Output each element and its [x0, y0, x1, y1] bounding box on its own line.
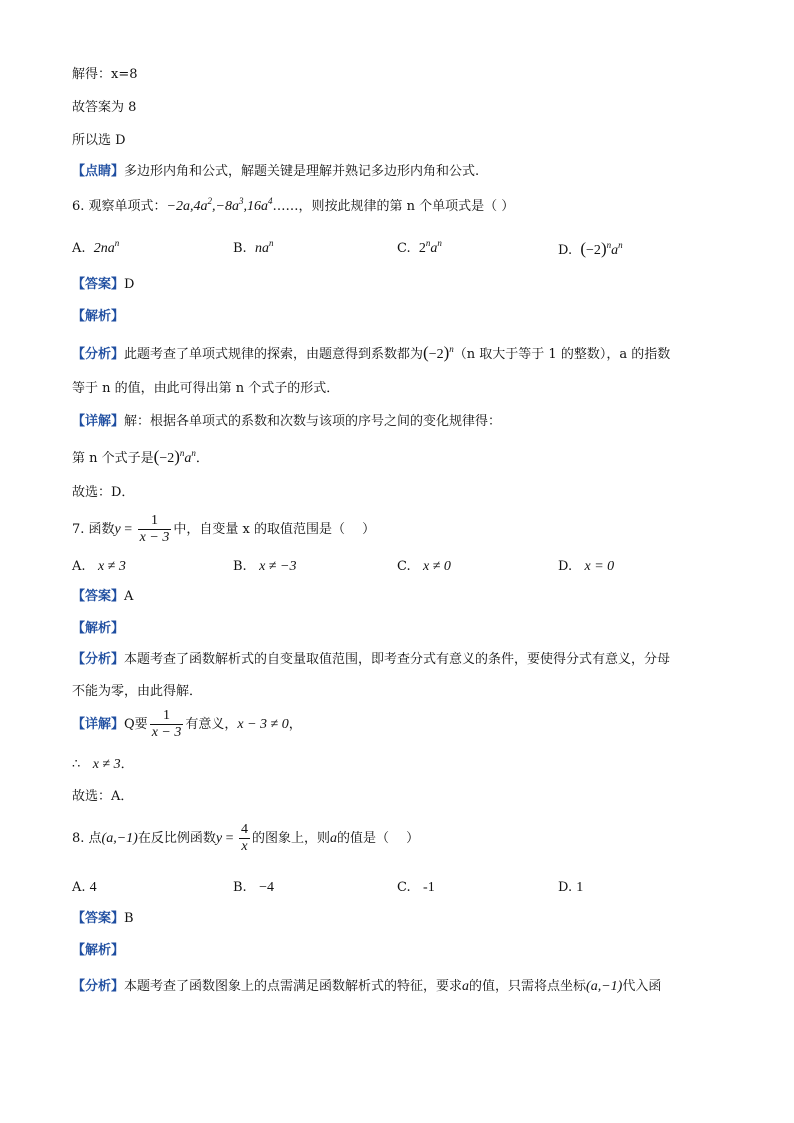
- nth-suffix: ．: [195, 451, 209, 466]
- fenxi-text: 此题考查了单项式规律的探索，由题意得到系数都为: [124, 347, 424, 362]
- fenxi-text: 本题考查了函数图象上的点需满足函数解析式的特征，要求: [124, 979, 463, 994]
- option-label: A.: [72, 241, 86, 256]
- answer-value: A: [124, 589, 134, 604]
- q6-series: $-2a,4a^2,-8a^3,16a^4$: [166, 196, 273, 214]
- comment-tag: 【点睛】: [72, 164, 125, 179]
- q7-fenxi-2: 不能为零，由此得解．: [72, 684, 203, 699]
- q8-fraction: [239, 822, 250, 855]
- q8-option-d: [558, 879, 583, 897]
- therefore-symbol: ∴: [72, 757, 81, 772]
- option-label: C.: [397, 241, 411, 256]
- prev-choose: 所以选 D: [72, 133, 126, 148]
- option-label: C.: [397, 559, 411, 574]
- prev-comment: [72, 163, 479, 181]
- q7-result: [72, 756, 134, 774]
- answer-tag: 【答案】: [72, 911, 125, 926]
- q6-option-d: D. $(-2)^na^n$: [558, 239, 623, 258]
- q8-prefix: 8. 点: [72, 831, 102, 846]
- result-end: ．: [120, 757, 134, 772]
- q6-stem: [72, 198, 514, 216]
- q8-mid2: 的图象上，则: [251, 831, 330, 846]
- option-label: D.: [558, 880, 573, 895]
- answer-value: D: [124, 277, 135, 292]
- fenxi-var: a: [462, 979, 470, 994]
- detail-cond: x − 3 ≠ 0: [237, 717, 289, 732]
- detail-end: ，: [288, 717, 302, 732]
- frac-num: 1: [151, 513, 158, 528]
- q7-option-b: [233, 558, 296, 576]
- q6-pick: 故选：D．: [72, 485, 135, 500]
- q6-nth: [72, 448, 209, 468]
- q6-detail: [72, 413, 501, 431]
- option-expr: −4: [259, 880, 274, 895]
- q6-option-a: A. $2na^n$: [72, 238, 120, 256]
- nth-expr: $(-2)^na^n$: [153, 447, 196, 466]
- option-expr: x = 0: [584, 559, 615, 574]
- detail-mid: 有意义，: [185, 717, 238, 732]
- q8-suffix: 的值是（ ）: [336, 831, 420, 846]
- fenxi-text-3: 代入函: [622, 979, 662, 994]
- detail-tag: 【详解】: [72, 717, 125, 732]
- q7-prefix: 7. 函数: [72, 522, 115, 537]
- option-label: B.: [233, 559, 247, 574]
- q8-stem: 8. 点(a,−1)在反比例函数y = $\frac{4}{x}$ 的图象上，则a的值是（ ）: [72, 822, 420, 854]
- q8-analysis-tag: [72, 942, 124, 960]
- option-expr: -1: [423, 880, 435, 895]
- q8-answer: [72, 910, 134, 928]
- detail-pre: Q要: [124, 717, 148, 732]
- option-label: A.: [72, 880, 86, 895]
- detail-tag: 【详解】: [72, 414, 125, 429]
- frac-den: x − 3: [139, 530, 170, 545]
- fenxi-tag: 【分析】: [72, 347, 125, 362]
- fenxi-text-2: （n 取大于等于 1 的整数），a 的指数: [453, 347, 671, 362]
- q7-detail: [72, 708, 302, 741]
- answer-tag: 【答案】: [72, 277, 125, 292]
- q8-option-b: [233, 879, 274, 897]
- fenxi-text-2: 的值，只需将点坐标: [469, 979, 587, 994]
- q7-fraction: [138, 513, 172, 546]
- option-label: B.: [233, 880, 247, 895]
- q7-option-a: [72, 558, 126, 576]
- q6-analysis-tag: [72, 308, 124, 326]
- option-expr: x ≠ −3: [259, 559, 297, 574]
- fenxi-point: (a,−1): [586, 979, 623, 994]
- frac-den: x: [239, 838, 250, 855]
- q6-fenxi-1: [72, 344, 670, 364]
- nth-prefix: 第 n 个式子是: [72, 451, 154, 466]
- q8-point: (a,−1): [101, 831, 138, 846]
- option-label: B.: [233, 241, 247, 256]
- q8-option-a: [72, 879, 97, 897]
- coef-expr: $(-2)^n$: [423, 343, 454, 362]
- option-label: A.: [72, 559, 86, 574]
- frac-num: 4: [240, 822, 248, 837]
- prev-solve: 解得：x=8: [72, 67, 138, 82]
- option-expr: x ≠ 0: [423, 559, 451, 574]
- q7-suffix: 中，自变量 x 的取值范围是（ ）: [173, 522, 376, 537]
- frac-den: x − 3: [151, 725, 182, 740]
- option-expr: x ≠ 3: [97, 559, 126, 574]
- q6-suffix: ……，则按此规律的第 n 个单项式是（ ）: [272, 199, 515, 214]
- detail-text: 解：根据各单项式的系数和次数与该项的序号之间的变化规律得：: [124, 414, 502, 429]
- q7-option-c: [397, 558, 451, 576]
- q7-detail-fraction: [150, 708, 184, 741]
- q6-fenxi-2: 等于 n 的值，由此可得出第 n 个式子的形式．: [72, 381, 340, 396]
- q7-fenxi-1: [72, 651, 670, 669]
- option-expr: 4: [89, 880, 97, 895]
- comment-text: 多边形内角和公式，解题关键是理解并熟记多边形内角和公式.: [124, 164, 480, 179]
- option-expr: 1: [576, 880, 584, 895]
- q7-option-d: [558, 558, 614, 576]
- option-label: D.: [558, 243, 573, 258]
- q7-answer: [72, 588, 133, 606]
- analysis-tag: 【解析】: [72, 309, 125, 324]
- q6-prefix: 6. 观察单项式：: [72, 199, 167, 214]
- fenxi-tag: 【分析】: [72, 979, 125, 994]
- fenxi-text: 本题考查了函数解析式的自变量取值范围，即考查分式有意义的条件，要使得分式有意义，分母: [124, 652, 671, 667]
- frac-num: 1: [163, 708, 171, 723]
- prev-answer: 故答案为 8: [72, 100, 137, 115]
- answer-value: B: [124, 911, 134, 926]
- q7-pick: 故选：A．: [72, 789, 134, 804]
- q6-option-c: C. $2^na^n$: [397, 238, 442, 256]
- q6-answer: [72, 276, 134, 294]
- q8-var: a: [329, 831, 337, 846]
- q7-stem: 7. 函数y = $\frac{1}{x - 3}$ 中，自变量 x 的取值范围是（ ）: [72, 513, 376, 545]
- q7-analysis-tag: [72, 620, 124, 638]
- q8-fenxi-1: [72, 978, 661, 996]
- result-expr: x ≠ 3: [92, 757, 121, 772]
- option-label: D.: [558, 559, 573, 574]
- q8-option-c: [397, 879, 435, 897]
- q6-option-b: B. $na^n$: [233, 238, 274, 256]
- answer-tag: 【答案】: [72, 589, 125, 604]
- q8-mid1: 在反比例函数: [137, 831, 216, 846]
- analysis-tag: 【解析】: [72, 621, 125, 636]
- fenxi-tag: 【分析】: [72, 652, 125, 667]
- option-label: C.: [397, 880, 411, 895]
- analysis-tag: 【解析】: [72, 943, 125, 958]
